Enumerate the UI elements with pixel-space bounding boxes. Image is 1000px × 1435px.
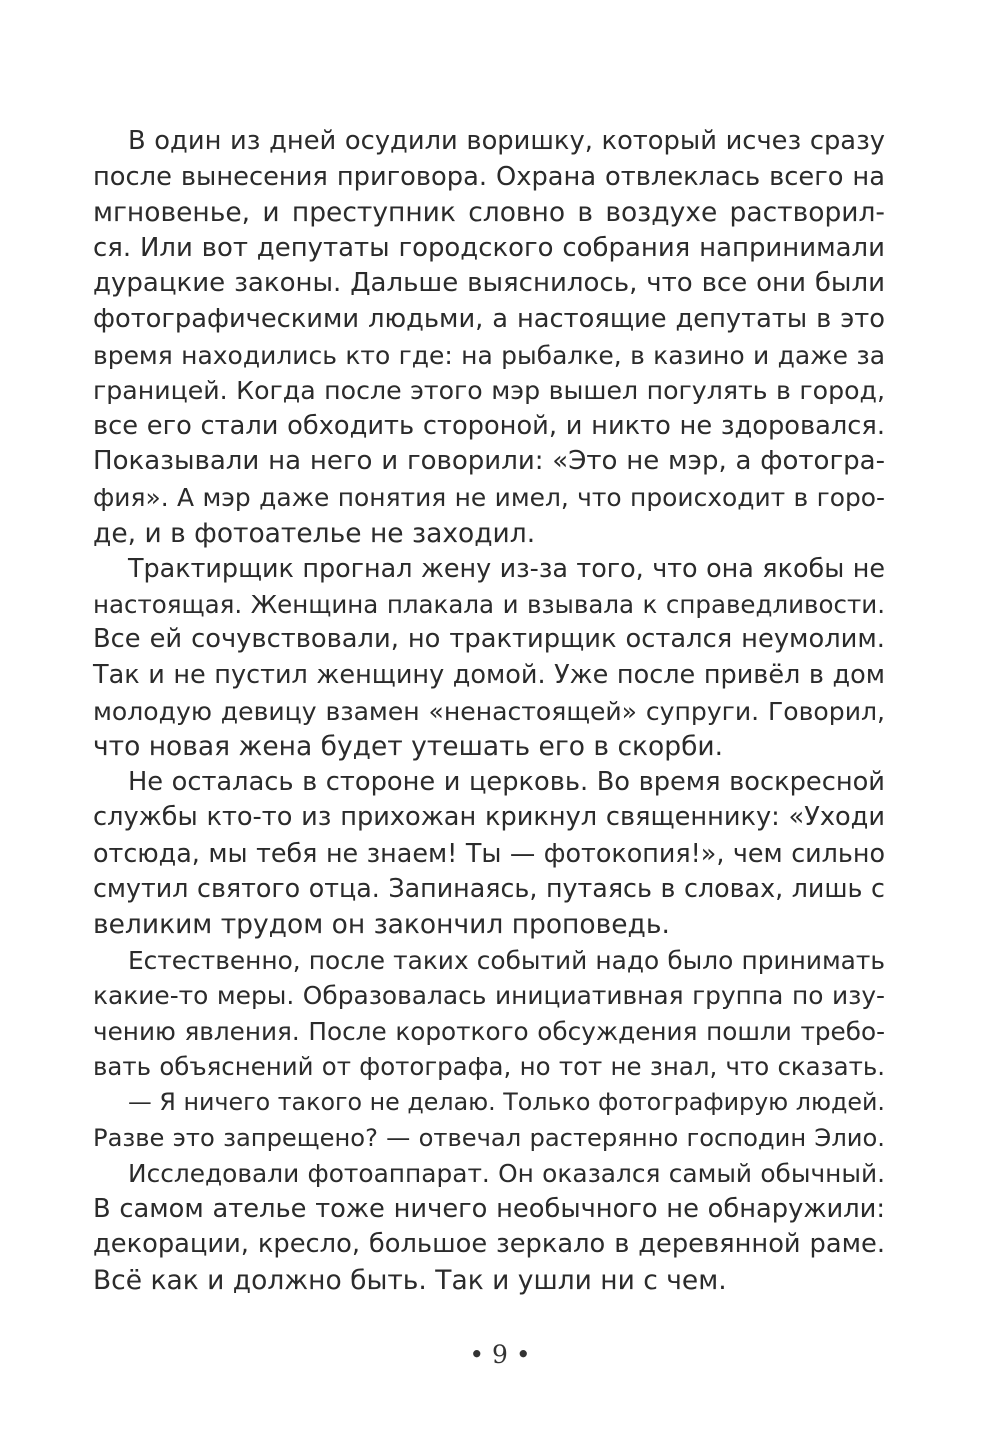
text-line: после вынесения приговора. Охрана отвлеклась всего на bbox=[93, 161, 885, 192]
text-line: смутил святого отца. Запинаясь, путаясь в словах, лишь с bbox=[93, 873, 885, 904]
text-line: отсюда, мы тебя не знаем! Ты — фотокопия!», чем сильно bbox=[93, 837, 885, 868]
text-line: Разве это запрещено? — отвечал растерянно господин Элио. bbox=[93, 1123, 885, 1152]
body-text bbox=[93, 124, 885, 1299]
text-line: службы кто-то из прихожан крикнул священнику: «Уходи bbox=[93, 802, 885, 833]
text-line: Не осталась в стороне и церковь. Во время воскресной bbox=[128, 766, 885, 797]
text-line: Всё как и должно быть. Так и ушли ни с чем. bbox=[93, 1265, 727, 1296]
text-line: В самом ателье тоже ничего необычного не обнаружили: bbox=[93, 1193, 885, 1224]
text-line: фия». А мэр даже понятия не имел, что происходит в горо- bbox=[93, 482, 885, 512]
text-line: границей. Когда после этого мэр вышел погулять в город, bbox=[93, 376, 885, 406]
text-line: — Я ничего такого не делаю. Только фотографирую людей. bbox=[128, 1088, 885, 1117]
text-line: де, и в фотоателье не заходил. bbox=[93, 517, 536, 549]
text-line: все его стали обходить стороной, и никто не здоровался. bbox=[93, 410, 885, 441]
text-line: Показывали на него и говорили: «Это не мэр, а фотогра- bbox=[93, 446, 885, 477]
text-line: Исследовали фотоаппарат. Он оказался самый обычный. bbox=[128, 1159, 885, 1189]
text-line: настоящая. Женщина плакала и взывала к справедливости. bbox=[93, 589, 885, 619]
text-line: что новая жена будет утешать его в скорби. bbox=[93, 731, 724, 763]
text-line: Трактирщик прогнал жену из-за того, что она якобы не bbox=[128, 553, 885, 584]
text-line: дурацкие законы. Дальше выяснилось, что все они были bbox=[93, 268, 885, 299]
text-line: вать объяснений от фотографа, но тот не знал, что сказать. bbox=[93, 1052, 885, 1082]
page-number: • 9 • bbox=[469, 1340, 531, 1369]
text-line: какие-то меры. Образовалась инициативная группа по изу- bbox=[93, 981, 885, 1011]
text-line: ся. Или вот депутаты городского собрания напринимали bbox=[93, 232, 885, 263]
text-line: Так и не пустил женщину домой. Уже после привёл в дом bbox=[93, 659, 885, 690]
text-line: великим трудом он закончил проповедь. bbox=[93, 909, 670, 941]
text-line: время находились кто где: на рыбалке, в казино и даже за bbox=[93, 340, 885, 370]
text-line: фотографическими людьми, а настоящие депутаты в это bbox=[93, 303, 885, 334]
text-line: декорации, кресло, большое зеркало в деревянной раме. bbox=[93, 1229, 885, 1260]
text-line: В один из дней осудили воришку, который исчез сразу bbox=[128, 126, 885, 156]
text-line: чению явления. После короткого обсуждения пошли требо- bbox=[93, 1016, 885, 1046]
text-line: мгновенье, и преступник словно в воздухе растворил- bbox=[93, 197, 885, 229]
text-line: Естественно, после таких событий надо было принимать bbox=[128, 945, 885, 975]
text-line: молодую девицу взамен «ненастоящей» супруги. Говорил, bbox=[93, 696, 885, 726]
text-line: Все ей сочувствовали, но трактирщик остался неумолим. bbox=[93, 624, 885, 655]
